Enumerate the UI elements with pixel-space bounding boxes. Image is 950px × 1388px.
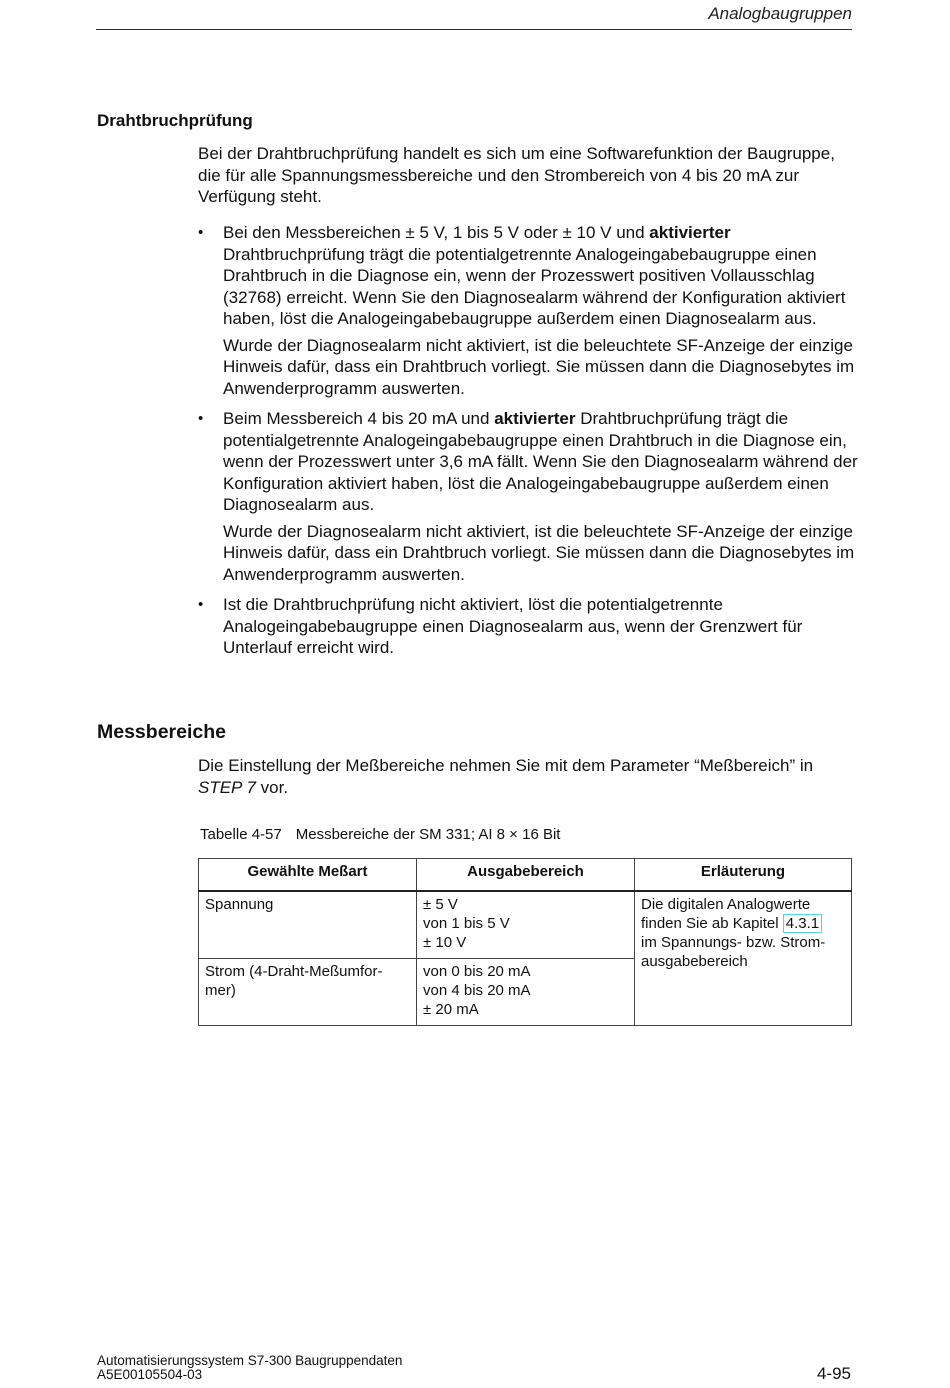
footer-document-info (97, 1354, 402, 1382)
section-title-messbereiche: Messbereiche (97, 721, 226, 743)
column-header: Gewählte Meßart (199, 859, 417, 892)
footer-title: Automatisierungssystem S7-300 Baugruppendaten (97, 1353, 403, 1368)
range-value: von 4 bis 20 mA (423, 982, 531, 999)
explanation-line: ausgabebereich (641, 953, 748, 970)
bullet-icon: • (198, 410, 204, 427)
table-caption-text: Messbereiche der SM 331; AI 8 × 16 Bit (295, 826, 561, 843)
column-header: Ausgabebereich (417, 859, 635, 892)
bullet-paragraph: Beim Messbereich 4 bis 20 mA und aktivierter Drahtbruchprüfung trägt die potentialgetrennte Analogeingabebaugruppe einen Drahtbruch in die Diagnose ein, wenn der Prozesswert unter 3,6 mA fällt. Wenn Sie den Diagnosealarm während der Konfiguration aktiviert haben, löst die Analogeingabebaugruppe außerdem einen Diagnosealarm aus. (223, 409, 858, 514)
range-value: ± 10 V (423, 934, 467, 951)
intro-paragraph: Bei der Drahtbruchprüfung handelt es sich um eine Softwarefunktion der Baugruppe, die für alle Spannungsmessbereiche und den Strombereich von 4 bis 20 mA zur Verfügung steht. (198, 144, 835, 206)
bullet-followup-paragraph: Wurde der Diagnosealarm nicht aktiviert, ist die beleuchtete SF-Anzeige der einzige Hinweis dafür, dass ein Drahtbruch vorliegt. Sie müssen dann die Diagnosebytes im Anwenderprogramm auswerten. (223, 521, 855, 584)
header-rule (96, 29, 852, 30)
bullet-followup-paragraph: Wurde der Diagnosealarm nicht aktiviert, ist die beleuchtete SF-Anzeige der einzige Hinweis dafür, dass ein Drahtbruch vorliegt. Sie müssen dann die Diagnosebytes im Anwenderprogramm auswerten. (223, 335, 855, 398)
table-caption (200, 826, 560, 843)
bullet-icon: • (198, 596, 204, 613)
table-cell-messart: Spannung (199, 891, 417, 959)
table-cell-ranges (417, 891, 635, 959)
footer-doc-number: A5E00105504-03 (97, 1367, 203, 1382)
range-value: von 0 bis 20 mA (423, 963, 531, 980)
table-cell-explanation (635, 891, 852, 1026)
table-cell-messart (199, 959, 417, 1026)
list-item (198, 594, 858, 659)
chapter-link[interactable]: 4.3.1 (783, 914, 822, 933)
messart-line: mer) (205, 982, 236, 999)
bullet-paragraph: Ist die Drahtbruchprüfung nicht aktiviert, löst die potentialgetrennte Analogeingabebaugruppe einen Diagnosealarm aus, wenn der Grenzwert für Unterlauf erreicht wird. (223, 595, 803, 657)
explanation-line: im Spannungs- bzw. Strom- (641, 934, 826, 951)
messbereiche-paragraph: Die Einstellung der Meßbereiche nehmen Sie mit dem Parameter “Meßbereich” in STEP 7 vor. (198, 756, 814, 797)
bullet-icon: • (198, 224, 204, 241)
page-number: 4-95 (816, 1364, 851, 1383)
section-title-drahtbruch: Drahtbruchprüfung (97, 111, 253, 130)
column-header: Erläuterung (635, 859, 852, 892)
bullet-list (198, 222, 858, 668)
measurement-ranges-table (198, 858, 852, 1026)
range-value: ± 20 mA (423, 1001, 479, 1018)
explanation-line: finden Sie ab Kapitel 4.3.1 (641, 914, 845, 933)
bullet-paragraph: Bei den Messbereichen ± 5 V, 1 bis 5 V oder ± 10 V und aktivierter Drahtbruchprüfung trägt die potentialgetrennte Analogeingabebaugruppe einen Drahtbruch in die Diagnose ein, wenn der Prozesswert positiven Vollausschlag (32768) erreicht. Wenn Sie den Diagnosealarm während der Konfiguration aktiviert haben, löst die Analogeingabebaugruppe außerdem einen Diagnosealarm aus. (223, 223, 846, 328)
list-item (198, 222, 858, 399)
table-header-row (199, 859, 852, 892)
messart-line: Strom (4-Draht-Meßumfor- (205, 963, 383, 980)
range-value: von 1 bis 5 V (423, 915, 510, 932)
list-item (198, 408, 858, 585)
table-cell-ranges (417, 959, 635, 1026)
table-row (199, 891, 852, 959)
running-header: Analogbaugruppen (708, 4, 852, 23)
explanation-line: Die digitalen Analogwerte (641, 896, 811, 913)
range-value: ± 5 V (423, 896, 458, 913)
table-caption-number: Tabelle 4-57 (200, 826, 282, 843)
